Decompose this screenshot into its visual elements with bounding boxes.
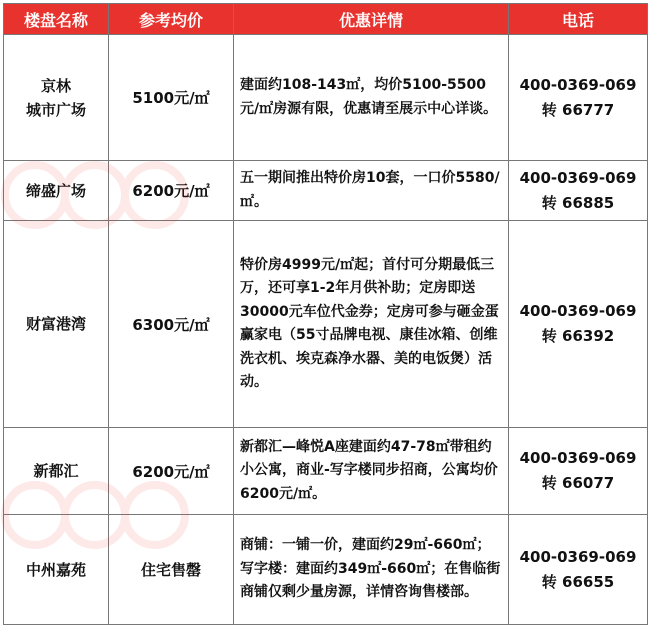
phone-extension: 转 66392 <box>541 327 615 345</box>
property-name: 新都汇 <box>33 462 79 480</box>
phone-number: 400-0369-069 <box>519 168 637 187</box>
phone-number: 400-0369-069 <box>519 449 637 467</box>
reference-price: 住宅售罄 <box>109 515 234 625</box>
phone-extension: 转 66777 <box>541 100 615 119</box>
property-name-cell <box>4 35 109 161</box>
phone-number: 400-0369-069 <box>519 547 637 566</box>
offer-details: 商铺：一铺一价，建面约29㎡-660㎡；写字楼：建面约349㎡-660㎡；在售临街商铺仅剩少量房源，详情咨询售楼部。 <box>234 515 509 625</box>
property-name: 中州嘉苑 <box>25 560 86 579</box>
property-name: 京林 <box>40 76 71 95</box>
phone-cell <box>509 161 648 221</box>
reference-price: 6200元/㎡ <box>109 161 234 221</box>
property-name-cell <box>4 221 109 428</box>
reference-price: 5100元/㎡ <box>109 35 234 161</box>
phone-extension: 转 66655 <box>541 572 615 591</box>
phone-cell <box>509 35 648 161</box>
header-phone: 电话 <box>509 4 648 35</box>
phone-cell <box>509 428 648 515</box>
offer-details: 建面约108-143㎡，均价5100-5500元/㎡房源有限，优惠请至展示中心详谈。 <box>234 35 509 161</box>
reference-price: 6200元/㎡ <box>109 428 234 515</box>
property-name: 财富港湾 <box>25 315 86 333</box>
reference-price: 6300元/㎡ <box>109 221 234 428</box>
phone-number: 400-0369-069 <box>519 302 637 320</box>
offer-details: 特价房4999元/㎡起；首付可分期最低三万，还可享1-2年月供补助；定房即送30000元车位代金券；定房可参与砸金蛋赢家电（55寸品牌电视、康佳冰箱、创维洗衣机、埃克森净水器、美的电饭煲）活动。 <box>234 221 509 428</box>
property-price-table <box>3 3 648 625</box>
table-row <box>4 161 648 221</box>
phone-extension: 转 66885 <box>541 193 615 212</box>
property-name: 缔盛广场 <box>25 181 86 200</box>
offer-details: 新都汇—峰悦A座建面约47-78㎡带租约小公寓，商业-写字楼同步招商，公寓均价6200元/㎡。 <box>234 428 509 515</box>
table-header-row <box>4 4 648 35</box>
phone-cell <box>509 515 648 625</box>
property-name-cell <box>4 161 109 221</box>
table-row <box>4 35 648 161</box>
phone-extension: 转 66077 <box>541 474 615 492</box>
header-reference-price: 参考均价 <box>109 4 234 35</box>
offer-details: 五一期间推出特价房10套，一口价5580/㎡。 <box>234 161 509 221</box>
phone-cell <box>509 221 648 428</box>
property-name-cell <box>4 515 109 625</box>
header-offer-details: 优惠详情 <box>234 4 509 35</box>
table-row <box>4 515 648 625</box>
property-name: 城市广场 <box>25 100 86 119</box>
property-name-cell <box>4 428 109 515</box>
header-property-name: 楼盘名称 <box>4 4 109 35</box>
table-row <box>4 221 648 428</box>
table-row <box>4 428 648 515</box>
phone-number: 400-0369-069 <box>519 75 637 94</box>
